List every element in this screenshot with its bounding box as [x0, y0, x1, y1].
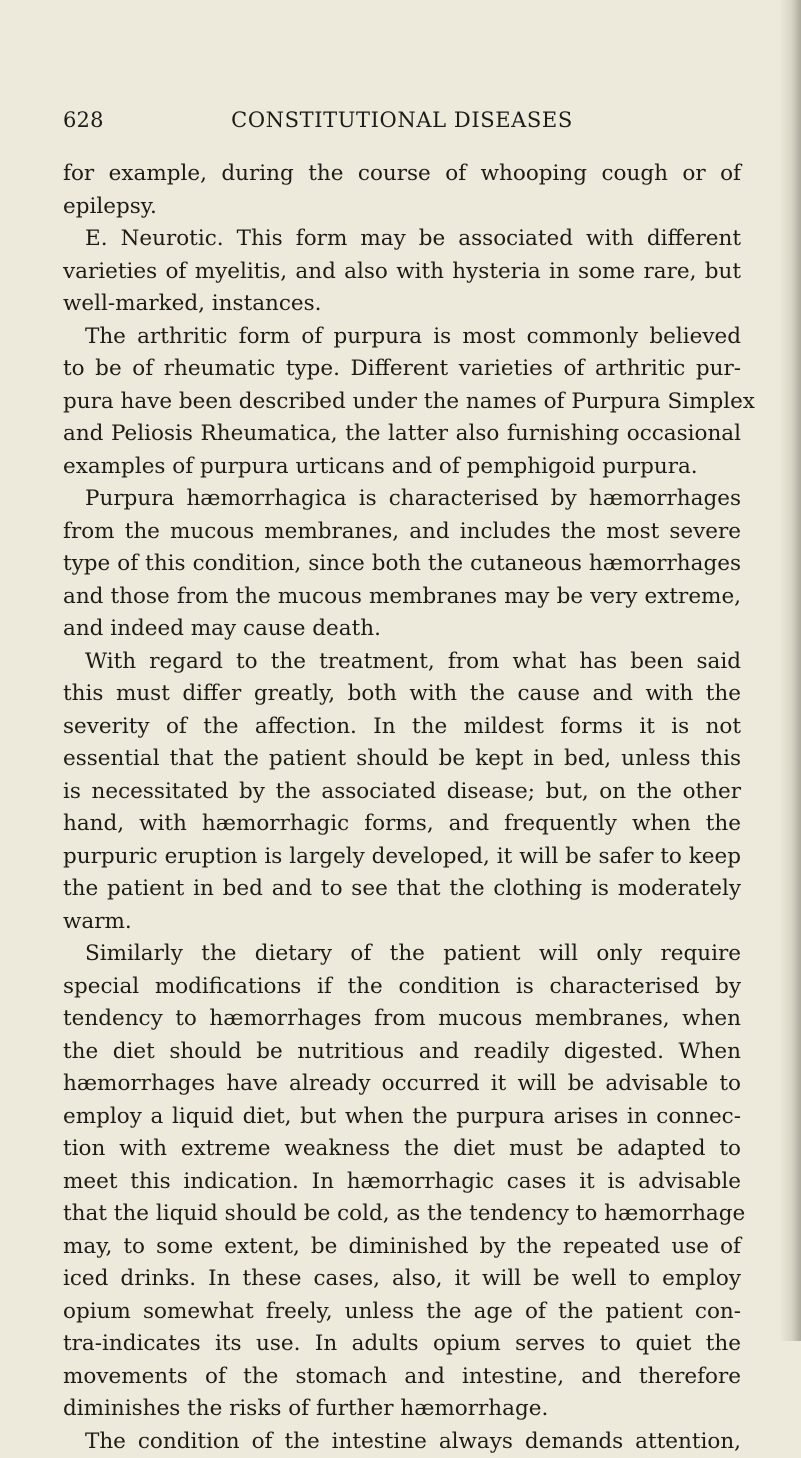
text-line: the diet should be nutritious and readily digested. When: [63, 1036, 741, 1069]
text-line: E. Neurotic. This form may be associated with different: [63, 223, 741, 256]
text-line: epilepsy.: [63, 191, 741, 224]
text-line: for example, during the course of whooping cough or of: [63, 158, 741, 191]
text-line: is necessitated by the associated disease; but, on the other: [63, 776, 741, 809]
text-line: Purpura hæmorrhagica is characterised by hæmorrhages: [63, 483, 741, 516]
text-line: that the liquid should be cold, as the tendency to hæmorrhage: [63, 1198, 741, 1231]
text-line: purpuric eruption is largely developed, it will be safer to keep: [63, 841, 741, 874]
page-edge-shadow: [779, 0, 801, 1341]
text-line: this must differ greatly, both with the cause and with the: [63, 678, 741, 711]
text-line: type of this condition, since both the cutaneous hæmorrhages: [63, 548, 741, 581]
running-head: CONSTITUTIONAL DISEASES: [63, 108, 741, 132]
text-line: movements of the stomach and intestine, and therefore: [63, 1361, 741, 1394]
text-line: severity of the affection. In the mildest forms it is not: [63, 711, 741, 744]
text-line: pura have been described under the names of Purpura Simplex: [63, 386, 741, 419]
text-line: and indeed may cause death.: [63, 613, 741, 646]
text-line: varieties of myelitis, and also with hysteria in some rare, but: [63, 256, 741, 289]
text-line: With regard to the treatment, from what has been said: [63, 646, 741, 679]
text-line: hæmorrhages have already occurred it will be advisable to: [63, 1068, 741, 1101]
text-line: meet this indication. In hæmorrhagic cases it is advisable: [63, 1166, 741, 1199]
text-line: to be of rheumatic type. Different varieties of arthritic pur-: [63, 353, 741, 386]
text-line: and Peliosis Rheumatica, the latter also furnishing occasional: [63, 418, 741, 451]
text-line: essential that the patient should be kept in bed, unless this: [63, 743, 741, 776]
text-line: Similarly the dietary of the patient will only require: [63, 938, 741, 971]
text-line: tra-indicates its use. In adults opium serves to quiet the: [63, 1328, 741, 1361]
text-line: tendency to hæmorrhages from mucous membranes, when: [63, 1003, 741, 1036]
text-line: iced drinks. In these cases, also, it will be well to employ: [63, 1263, 741, 1296]
text-line: examples of purpura urticans and of pemphigoid purpura.: [63, 451, 741, 484]
text-line: opium somewhat freely, unless the age of the patient con-: [63, 1296, 741, 1329]
text-line: from the mucous membranes, and includes the most severe: [63, 516, 741, 549]
text-line: tion with extreme weakness the diet must be adapted to: [63, 1133, 741, 1166]
text-line: hand, with hæmorrhagic forms, and frequently when the: [63, 808, 741, 841]
page-header: [63, 108, 741, 138]
text-line: and those from the mucous membranes may be very extreme,: [63, 581, 741, 614]
text-line: the patient in bed and to see that the clothing is moderately: [63, 873, 741, 906]
text-line: The condition of the intestine always demands attention,: [63, 1426, 741, 1458]
text-line: diminishes the risks of further hæmorrhage.: [63, 1393, 741, 1426]
text-line: may, to some extent, be diminished by the repeated use of: [63, 1231, 741, 1264]
text-line: The arthritic form of purpura is most commonly believed: [63, 321, 741, 354]
text-line: well-marked, instances.: [63, 288, 741, 321]
text-line: special modifications if the condition is characterised by: [63, 971, 741, 1004]
page-number: 628: [63, 108, 104, 132]
text-line: employ a liquid diet, but when the purpura arises in connec-: [63, 1101, 741, 1134]
text-line: warm.: [63, 906, 741, 939]
body-text: [63, 158, 741, 1458]
